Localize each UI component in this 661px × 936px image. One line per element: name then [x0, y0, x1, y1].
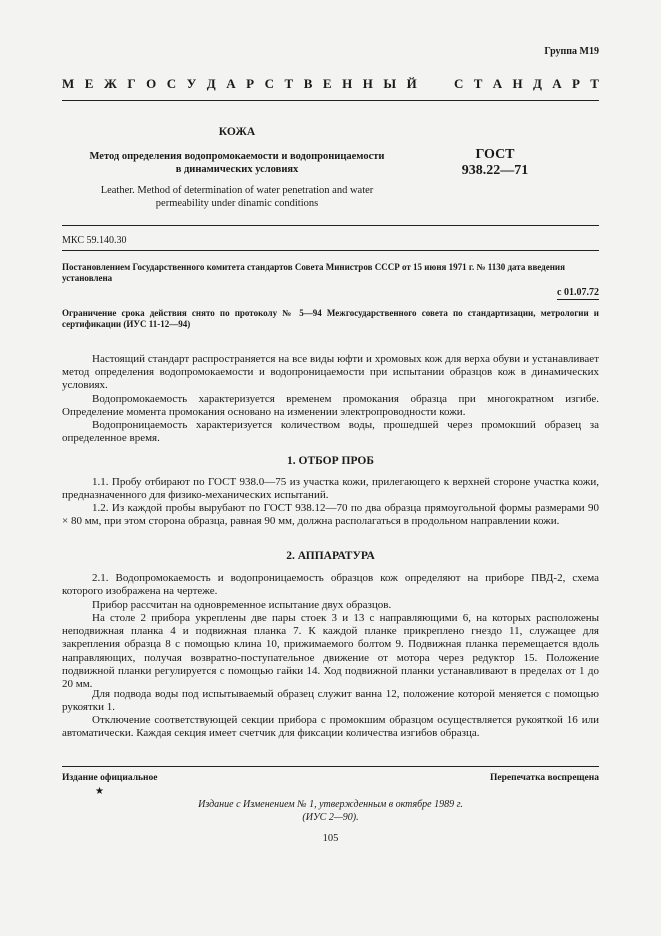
section-2-paragraph-5: Отключение соответствующей секции прибора с промокшим образцом осуществляется рукояткой 16 или автоматически. Каждая секция имеет счетчик для фиксации количества изгибов образца. — [62, 714, 599, 740]
effective-date: с 01.07.72 — [557, 287, 599, 298]
section-2-paragraph-1: 2.1. Водопромокаемость и водопроницаемость образцов кож определяют на приборе ПВД-2, схема которого изображена на чертеже. — [62, 572, 599, 598]
english-title: Leather. Method of determination of water penetration and water permeability under dinamic conditions — [100, 185, 374, 209]
banner-right-letters: С Т А Н Д А Р Т — [454, 76, 599, 91]
mks-divider — [62, 250, 599, 251]
doc-subtitle: Метод определения водопромокаемости и водопроницаемости в динамических условиях — [89, 151, 385, 175]
section-1-paragraph-2: 1.2. Из каждой пробы вырубают по ГОСТ 938.12—70 по два образца прямоугольной формы размерами 90 × 80 мм, при этом сторона образца, равная 90 мм, должна располагаться в продольном направлении кожи. — [62, 502, 599, 528]
doc-title: КОЖА — [218, 126, 256, 138]
header-divider — [62, 100, 599, 101]
section-2-paragraph-4: Для подвода воды под испытываемый образец служит ванна 12, положение которой меняется с помощью рукоятки 1. — [62, 688, 599, 714]
intro-paragraph-2: Водопромокаемость характеризуется временем промокания образца при многократном изгибе. Определение момента промокания основано на изменении электропроводности кожи. — [62, 393, 599, 419]
reprint-notice: Перепечатка воспрещена — [489, 773, 599, 783]
banner-left-letters: М Е Ж Г О С У Д А Р С Т В Е Н Н Ы Й — [62, 76, 417, 91]
section-2-paragraph-3: На столе 2 прибора укреплены две пары стоек 3 и 13 с направляющими 6, на которых расположены неподвижная планка 4 и подвижная планка 7. К каждой планке прикреплено гнездо 11, служащее для закрепления образца 8 с помощью клина 10, прижимаемого болтом 9. Подвижная планка перемещается вдоль направляющих, получая возвратно-поступательное движение от мотора через редуктор 15. Положение подвижной планки регулируется с помощью гайки 14. Ход подвижной планки устанавливают в пределах от 1 до 20 мм. — [62, 612, 599, 691]
edition-note: Издание с Изменением № 1, утвержденным в октябре 1989 г. (ИУС 2—90). — [198, 799, 463, 823]
group-code: Группа М19 — [544, 46, 599, 57]
page-number: 105 — [322, 833, 339, 844]
section-1-paragraph-1: 1.1. Пробу отбирают по ГОСТ 938.0—75 из участка кожи, прилегающего к верхней стороне участка кожи, предназначенного для физико-механических испытаний. — [62, 476, 599, 502]
title-divider — [62, 225, 599, 226]
official-edition: Издание официальное — [62, 773, 158, 783]
footer-divider — [62, 766, 599, 767]
section-2-paragraph-2: Прибор рассчитан на одновременное испытание двух образцов. — [92, 599, 392, 611]
intro-paragraph-3: Водопроницаемость характеризуется количеством воды, прошедшей через промокший образец за определенное время. — [62, 419, 599, 445]
mks-code: МКС 59.140.30 — [62, 235, 127, 246]
limit-text: Ограничение срока действия снято по протоколу № 5—94 Межгосударственного совета по стандартизации, метрологии и сертификации (ИУС 11-12—94) — [62, 308, 599, 329]
decree-text: Постановлением Государственного комитета стандартов Совета Министров СССР от 15 июня 1971 г. № 1130 дата введения установлена — [62, 262, 565, 283]
standard-banner — [62, 76, 599, 92]
section-1-heading: 1. ОТБОР ПРОБ — [287, 455, 374, 467]
gost-number: ГОСТ 938.22—71 — [461, 147, 529, 178]
star-icon: ★ — [95, 786, 104, 797]
intro-paragraph-1: Настоящий стандарт распространяется на все виды юфти и хромовых кож для верха обуви и устанавливает метод определения водопромокаемости и водопроницаемости при испытании образцов кож в динамических условиях. — [62, 353, 599, 392]
section-2-heading: 2. АППАРАТУРА — [286, 550, 375, 562]
